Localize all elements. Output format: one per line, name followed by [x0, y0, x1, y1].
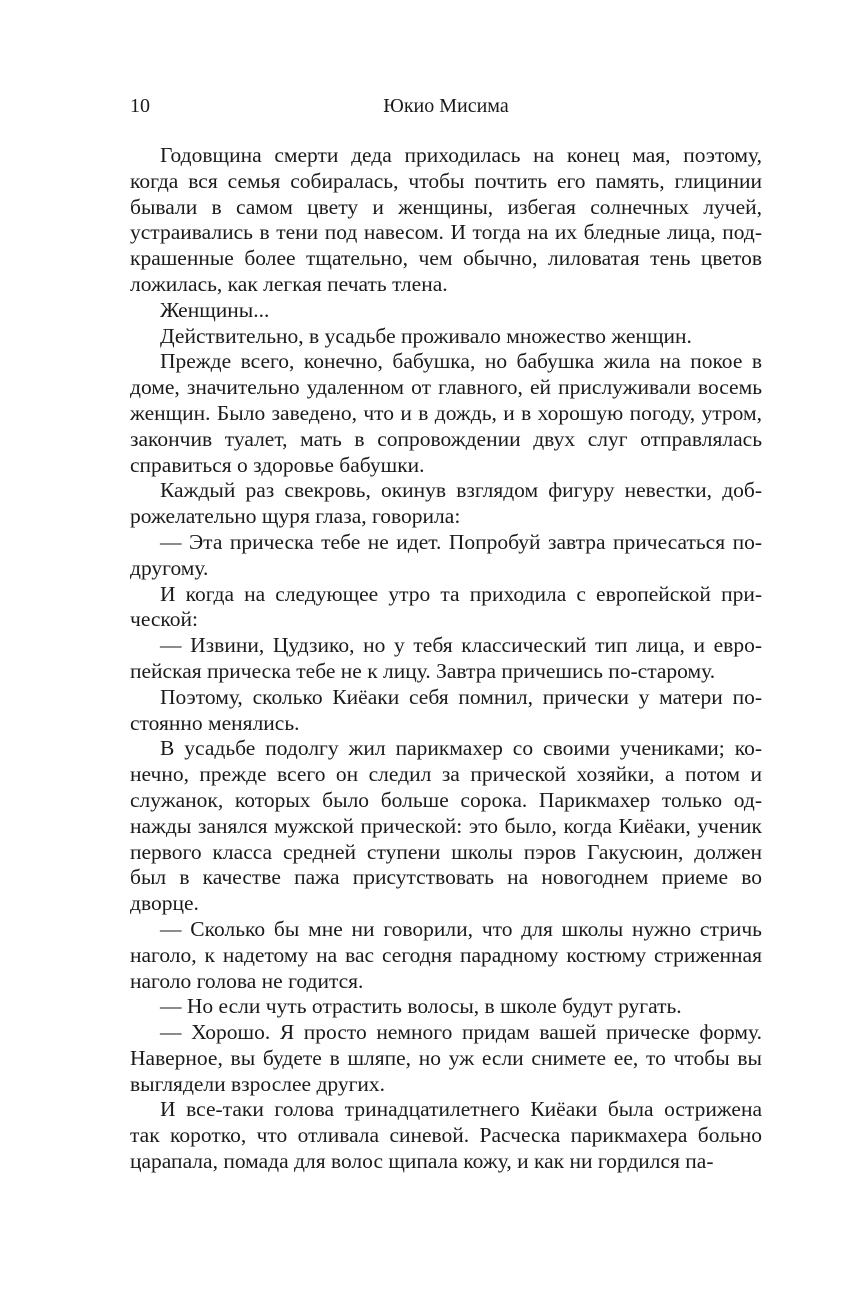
dialogue-line: — Сколько бы мне ни говорили, что для школы нужно стричь наголо, к надетому на вас сегодня парадному костюму стриженная наголо голова не годится. [130, 916, 762, 993]
page-number: 10 [130, 95, 150, 117]
body-text [130, 143, 762, 1175]
dialogue-line: — Хорошо. Я просто немного придам вашей прическе форму. Наверное, вы будете в шляпе, но уж если снимете ее, то чтобы вы выглядели взрослее других. [130, 1020, 762, 1096]
dialogue-line: — Извини, Цудзико, но у тебя классический тип лица, и европейская прическа тебе не к лицу. Завтра причешись по-старому. [130, 633, 762, 683]
paragraph: Действительно, в усадьбе проживало множество женщин. [160, 323, 692, 348]
running-title: Юкио Мисима [383, 95, 509, 117]
paragraph: Прежде всего, конечно, бабушка, но бабушка жила на покое в доме, значительно удаленном от главного, ей прислуживали восемь женщин. Было заведено, что и в дождь, и в хорошую погоду, утром, закончив туалет, мать в сопровождении двух слуг отправлялась справиться о здоровье бабушки. [130, 349, 762, 477]
paragraph: Каждый раз свекровь, окинув взглядом фигуру невестки, доброжелательно щуря глаза, говорила: [130, 478, 762, 529]
page-header [130, 92, 762, 120]
paragraph: И все-таки голова тринадцатилетнего Киёаки была острижена так коротко, что отливала синевой. Расческа парикмахера больно царапала, помада для волос щипала кожу, и как ни гордился па- [130, 1097, 762, 1174]
paragraph: Годовщина смерти деда приходилась на конец мая, поэтому, когда вся семья собиралась, чтобы почтить его память, глицинии бывали в самом цвету и женщины, избегая солнечных лучей, устраивались в тени под навесом. И тогда на их бледные лица, подкрашенные более тщательно, чем обычно, лиловатая тень цветов ложилась, как легкая печать тлена. [130, 143, 762, 296]
paragraph: Женщины... [160, 297, 270, 322]
paragraph: Поэтому, сколько Киёаки себя помнил, прически у матери постоянно менялись. [130, 684, 762, 735]
dialogue-line: — Но если чуть отрастить волосы, в школе будут ругать. [160, 994, 682, 1019]
paragraph: И когда на следующее утро та приходила с европейской прической: [130, 581, 762, 632]
paragraph: В усадьбе подолгу жил парикмахер со своими учениками; конечно, прежде всего он следил за прической хозяйки, а потом и служанок, которых было больше сорока. Парикмахер только однажды занялся мужской прической: это было, когда Киёаки, ученик первого класса средней ступени школы пэров Гакусюин, должен был в качестве пажа присутствовать на новогоднем приеме во дворце. [130, 736, 762, 916]
dialogue-line: — Эта прическа тебе не идет. Попробуй завтра причесаться по-другому. [130, 529, 762, 580]
